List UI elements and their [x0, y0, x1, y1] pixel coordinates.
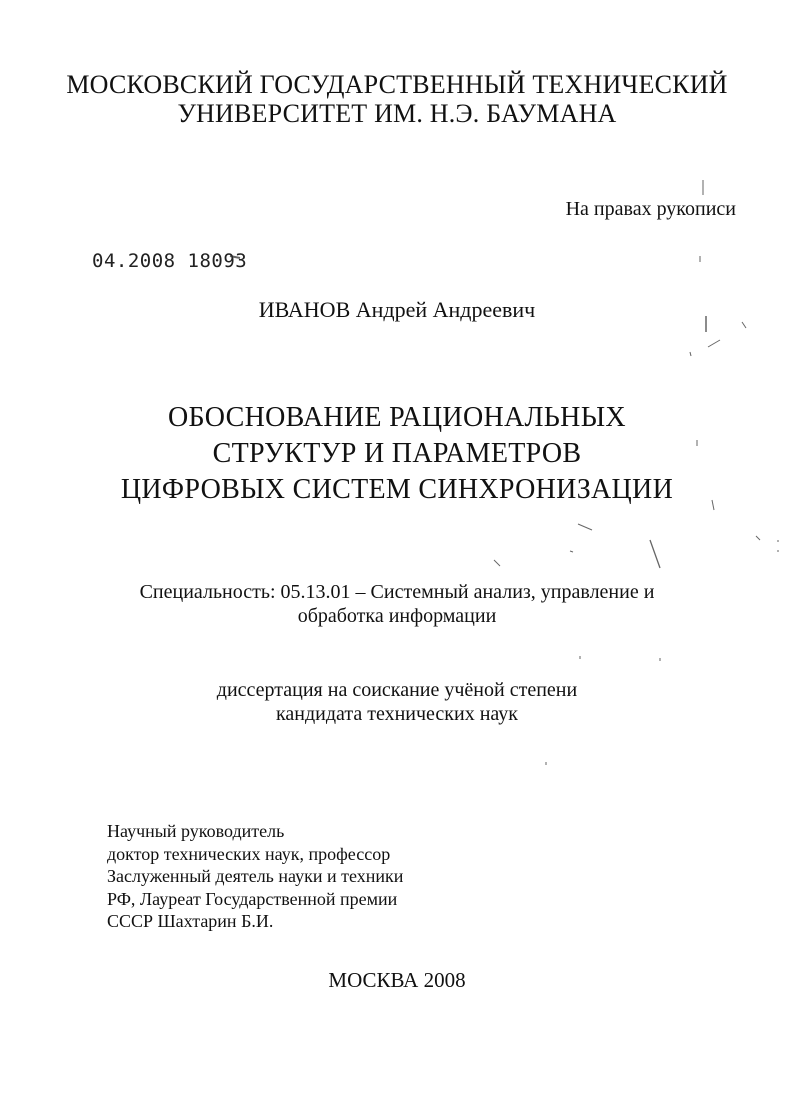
advisor-line-4: РФ, Лауреат Государственной премии — [107, 888, 398, 909]
degree-line-1: диссертация на соискание учёной степени — [216, 679, 578, 701]
university-name-line-1: МОСКОВСКИЙ ГОСУДАРСТВЕННЫЙ ТЕХНИЧЕСКИЙ — [66, 70, 728, 99]
advisor-line-5: СССР Шахтарин Б.И. — [107, 911, 274, 931]
specialty-line-2: обработка информации — [297, 605, 497, 627]
advisor-line-1: Научный руководитель — [107, 821, 285, 841]
rights-note: На правах рукописи — [565, 198, 736, 220]
author-name: ИВАНОВ Андрей Андреевич — [258, 297, 536, 322]
archive-stamp: 04.2008 18093 — [92, 250, 248, 272]
advisor-line-3: Заслуженный деятель науки и техники — [107, 866, 404, 886]
dissertation-title-line-1: ОБОСНОВАНИЕ РАЦИОНАЛЬНЫХ — [168, 402, 626, 433]
dissertation-title-line-2: СТРУКТУР И ПАРАМЕТРОВ — [212, 438, 582, 469]
scientific-advisor-block — [107, 820, 403, 933]
specialty-line-1: Специальность: 05.13.01 – Системный анализ, управление и — [139, 581, 655, 603]
advisor-line-2: доктор технических наук, профессор — [107, 843, 391, 864]
university-name-line-2: УНИВЕРСИТЕТ ИМ. Н.Э. БАУМАНА — [177, 99, 617, 128]
dissertation-title-line-3: ЦИФРОВЫХ СИСТЕМ СИНХРОНИЗАЦИИ — [120, 474, 674, 505]
city-year: МОСКВА 2008 — [328, 968, 466, 992]
degree-line-2: кандидата технических наук — [275, 703, 519, 725]
